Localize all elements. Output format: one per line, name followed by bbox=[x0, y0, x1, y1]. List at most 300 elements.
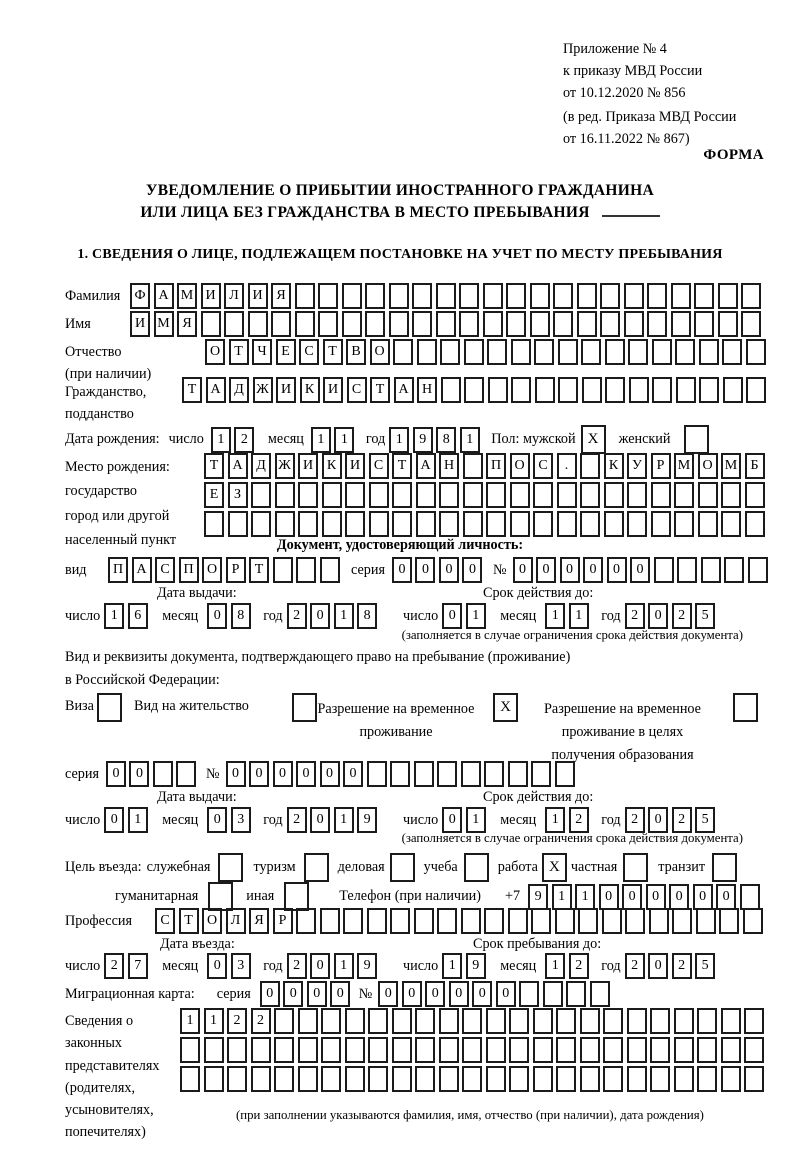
char-box[interactable] bbox=[533, 1066, 553, 1092]
char-box[interactable]: 0 bbox=[648, 953, 668, 979]
char-box[interactable] bbox=[651, 511, 671, 537]
char-box[interactable]: 0 bbox=[415, 557, 435, 583]
purpose-private-checkbox[interactable] bbox=[623, 853, 648, 882]
purpose-official-checkbox[interactable] bbox=[218, 853, 243, 882]
char-box[interactable] bbox=[533, 1008, 553, 1034]
char-box[interactable] bbox=[627, 1066, 647, 1092]
char-box[interactable] bbox=[441, 377, 461, 403]
char-box[interactable]: 1 bbox=[545, 953, 565, 979]
char-box[interactable]: 1 bbox=[211, 427, 231, 453]
char-box[interactable]: 0 bbox=[462, 557, 482, 583]
char-box[interactable]: Н bbox=[439, 453, 459, 479]
char-box[interactable] bbox=[624, 311, 644, 337]
char-box[interactable] bbox=[674, 1066, 694, 1092]
char-box[interactable]: 1 bbox=[334, 953, 354, 979]
char-box[interactable] bbox=[697, 1066, 717, 1092]
char-box[interactable]: А bbox=[228, 453, 248, 479]
char-box[interactable]: Л bbox=[224, 283, 244, 309]
char-box[interactable] bbox=[699, 339, 719, 365]
char-box[interactable]: 1 bbox=[569, 603, 589, 629]
char-box[interactable]: С bbox=[533, 453, 553, 479]
char-box[interactable] bbox=[556, 1008, 576, 1034]
char-box[interactable]: 1 bbox=[545, 807, 565, 833]
char-box[interactable] bbox=[440, 339, 460, 365]
char-box[interactable] bbox=[508, 761, 528, 787]
char-box[interactable] bbox=[414, 761, 434, 787]
char-box[interactable] bbox=[674, 482, 694, 508]
char-box[interactable]: 0 bbox=[472, 981, 492, 1007]
char-box[interactable]: Ж bbox=[275, 453, 295, 479]
char-box[interactable] bbox=[227, 1066, 247, 1092]
char-box[interactable] bbox=[180, 1037, 200, 1063]
char-box[interactable]: 1 bbox=[460, 427, 480, 453]
char-box[interactable]: И bbox=[248, 283, 268, 309]
char-box[interactable]: 9 bbox=[466, 953, 486, 979]
char-box[interactable] bbox=[153, 761, 173, 787]
char-box[interactable]: М bbox=[674, 453, 694, 479]
char-box[interactable]: Я bbox=[271, 283, 291, 309]
char-box[interactable]: О bbox=[510, 453, 530, 479]
char-box[interactable]: С bbox=[155, 908, 175, 934]
char-box[interactable]: О bbox=[205, 339, 225, 365]
char-box[interactable] bbox=[204, 511, 224, 537]
char-box[interactable] bbox=[275, 482, 295, 508]
char-box[interactable] bbox=[322, 482, 342, 508]
char-box[interactable] bbox=[318, 311, 338, 337]
char-box[interactable]: 1 bbox=[575, 884, 595, 910]
char-box[interactable]: 0 bbox=[693, 884, 713, 910]
char-box[interactable]: И bbox=[323, 377, 343, 403]
char-box[interactable]: 2 bbox=[287, 603, 307, 629]
char-box[interactable] bbox=[486, 1037, 506, 1063]
char-box[interactable] bbox=[533, 511, 553, 537]
char-box[interactable]: 0 bbox=[310, 603, 330, 629]
char-box[interactable] bbox=[577, 311, 597, 337]
char-box[interactable]: И bbox=[276, 377, 296, 403]
char-box[interactable] bbox=[580, 1008, 600, 1034]
char-box[interactable] bbox=[389, 311, 409, 337]
char-box[interactable]: 1 bbox=[334, 427, 354, 453]
purpose-work-checkbox[interactable]: X bbox=[542, 853, 567, 882]
purpose-other-checkbox[interactable] bbox=[284, 882, 309, 911]
char-box[interactable] bbox=[439, 1037, 459, 1063]
char-box[interactable]: Т bbox=[179, 908, 199, 934]
char-box[interactable] bbox=[296, 908, 316, 934]
char-box[interactable] bbox=[273, 557, 293, 583]
char-box[interactable]: А bbox=[394, 377, 414, 403]
char-box[interactable] bbox=[462, 1037, 482, 1063]
char-box[interactable]: 0 bbox=[207, 807, 227, 833]
char-box[interactable] bbox=[320, 908, 340, 934]
char-box[interactable] bbox=[604, 482, 624, 508]
char-box[interactable] bbox=[746, 339, 766, 365]
char-box[interactable] bbox=[368, 1037, 388, 1063]
char-box[interactable]: А bbox=[416, 453, 436, 479]
char-box[interactable]: 0 bbox=[583, 557, 603, 583]
char-box[interactable] bbox=[674, 1008, 694, 1034]
char-box[interactable] bbox=[345, 1008, 365, 1034]
char-box[interactable] bbox=[320, 557, 340, 583]
char-box[interactable] bbox=[368, 1066, 388, 1092]
char-box[interactable]: 2 bbox=[672, 953, 692, 979]
char-box[interactable] bbox=[321, 1066, 341, 1092]
char-box[interactable] bbox=[345, 1066, 365, 1092]
char-box[interactable]: 0 bbox=[496, 981, 516, 1007]
char-box[interactable] bbox=[463, 511, 483, 537]
char-box[interactable] bbox=[511, 377, 531, 403]
char-box[interactable]: 8 bbox=[231, 603, 251, 629]
char-box[interactable]: 1 bbox=[311, 427, 331, 453]
char-box[interactable] bbox=[487, 339, 507, 365]
char-box[interactable]: 2 bbox=[227, 1008, 247, 1034]
char-box[interactable] bbox=[392, 1008, 412, 1034]
char-box[interactable]: С bbox=[347, 377, 367, 403]
char-box[interactable] bbox=[439, 511, 459, 537]
char-box[interactable]: 2 bbox=[569, 807, 589, 833]
char-box[interactable] bbox=[721, 482, 741, 508]
char-box[interactable] bbox=[624, 283, 644, 309]
char-box[interactable] bbox=[369, 511, 389, 537]
char-box[interactable] bbox=[701, 557, 721, 583]
char-box[interactable] bbox=[580, 1066, 600, 1092]
char-box[interactable]: 0 bbox=[669, 884, 689, 910]
char-box[interactable]: 6 bbox=[128, 603, 148, 629]
purpose-tourism-checkbox[interactable] bbox=[304, 853, 329, 882]
char-box[interactable]: 2 bbox=[625, 603, 645, 629]
char-box[interactable]: М bbox=[154, 311, 174, 337]
char-box[interactable] bbox=[557, 511, 577, 537]
char-box[interactable] bbox=[345, 1037, 365, 1063]
char-box[interactable] bbox=[654, 557, 674, 583]
char-box[interactable] bbox=[627, 482, 647, 508]
char-box[interactable]: 0 bbox=[716, 884, 736, 910]
temp-residence-checkbox[interactable]: X bbox=[493, 693, 518, 722]
char-box[interactable] bbox=[604, 511, 624, 537]
char-box[interactable] bbox=[602, 908, 622, 934]
char-box[interactable] bbox=[741, 283, 761, 309]
char-box[interactable]: И bbox=[130, 311, 150, 337]
char-box[interactable]: И bbox=[345, 453, 365, 479]
char-box[interactable]: 0 bbox=[273, 761, 293, 787]
char-box[interactable] bbox=[627, 1037, 647, 1063]
char-box[interactable]: 0 bbox=[560, 557, 580, 583]
char-box[interactable]: С bbox=[299, 339, 319, 365]
char-box[interactable] bbox=[745, 511, 765, 537]
char-box[interactable] bbox=[556, 1037, 576, 1063]
char-box[interactable]: Т bbox=[249, 557, 269, 583]
char-box[interactable]: Ж bbox=[253, 377, 273, 403]
char-box[interactable]: 0 bbox=[207, 953, 227, 979]
char-box[interactable]: О bbox=[202, 557, 222, 583]
char-box[interactable] bbox=[506, 283, 526, 309]
char-box[interactable] bbox=[367, 908, 387, 934]
char-box[interactable]: 9 bbox=[357, 807, 377, 833]
char-box[interactable] bbox=[415, 1037, 435, 1063]
char-box[interactable] bbox=[671, 283, 691, 309]
char-box[interactable]: 0 bbox=[402, 981, 422, 1007]
char-box[interactable] bbox=[578, 908, 598, 934]
char-box[interactable]: 1 bbox=[552, 884, 572, 910]
char-box[interactable] bbox=[436, 283, 456, 309]
char-box[interactable] bbox=[369, 482, 389, 508]
char-box[interactable] bbox=[343, 908, 363, 934]
char-box[interactable] bbox=[459, 311, 479, 337]
char-box[interactable] bbox=[321, 1008, 341, 1034]
char-box[interactable] bbox=[697, 1037, 717, 1063]
char-box[interactable] bbox=[464, 377, 484, 403]
char-box[interactable] bbox=[694, 311, 714, 337]
char-box[interactable] bbox=[558, 339, 578, 365]
char-box[interactable] bbox=[437, 761, 457, 787]
char-box[interactable]: П bbox=[179, 557, 199, 583]
char-box[interactable] bbox=[694, 283, 714, 309]
char-box[interactable] bbox=[318, 283, 338, 309]
char-box[interactable] bbox=[345, 511, 365, 537]
char-box[interactable]: Ф bbox=[130, 283, 150, 309]
char-box[interactable]: И bbox=[201, 283, 221, 309]
char-box[interactable]: 0 bbox=[646, 884, 666, 910]
char-box[interactable]: 0 bbox=[630, 557, 650, 583]
char-box[interactable] bbox=[298, 1008, 318, 1034]
sex-male-checkbox[interactable]: X bbox=[581, 425, 606, 454]
char-box[interactable]: З bbox=[228, 482, 248, 508]
char-box[interactable] bbox=[486, 1066, 506, 1092]
char-box[interactable] bbox=[580, 1037, 600, 1063]
char-box[interactable] bbox=[484, 761, 504, 787]
char-box[interactable]: С bbox=[155, 557, 175, 583]
char-box[interactable] bbox=[390, 908, 410, 934]
char-box[interactable] bbox=[553, 311, 573, 337]
char-box[interactable]: П bbox=[108, 557, 128, 583]
char-box[interactable]: Б bbox=[745, 453, 765, 479]
char-box[interactable] bbox=[650, 1008, 670, 1034]
char-box[interactable]: 0 bbox=[310, 953, 330, 979]
char-box[interactable] bbox=[580, 482, 600, 508]
char-box[interactable]: 0 bbox=[425, 981, 445, 1007]
char-box[interactable]: 0 bbox=[442, 807, 462, 833]
char-box[interactable]: Д bbox=[251, 453, 271, 479]
char-box[interactable] bbox=[204, 1066, 224, 1092]
char-box[interactable]: 0 bbox=[283, 981, 303, 1007]
char-box[interactable]: Н bbox=[417, 377, 437, 403]
char-box[interactable] bbox=[531, 761, 551, 787]
char-box[interactable]: 0 bbox=[249, 761, 269, 787]
char-box[interactable] bbox=[676, 377, 696, 403]
char-box[interactable]: М bbox=[177, 283, 197, 309]
char-box[interactable] bbox=[392, 482, 412, 508]
char-box[interactable] bbox=[365, 311, 385, 337]
char-box[interactable]: 0 bbox=[599, 884, 619, 910]
char-box[interactable] bbox=[393, 339, 413, 365]
char-box[interactable]: 2 bbox=[672, 807, 692, 833]
char-box[interactable] bbox=[298, 482, 318, 508]
char-box[interactable] bbox=[462, 1008, 482, 1034]
char-box[interactable] bbox=[483, 311, 503, 337]
char-box[interactable] bbox=[367, 761, 387, 787]
char-box[interactable]: . bbox=[557, 453, 577, 479]
char-box[interactable]: Я bbox=[177, 311, 197, 337]
char-box[interactable] bbox=[581, 339, 601, 365]
char-box[interactable] bbox=[744, 1008, 764, 1034]
char-box[interactable] bbox=[274, 1008, 294, 1034]
char-box[interactable] bbox=[740, 884, 760, 910]
char-box[interactable]: 1 bbox=[545, 603, 565, 629]
char-box[interactable] bbox=[627, 511, 647, 537]
char-box[interactable] bbox=[555, 908, 575, 934]
char-box[interactable] bbox=[462, 1066, 482, 1092]
char-box[interactable] bbox=[251, 1037, 271, 1063]
char-box[interactable]: 0 bbox=[330, 981, 350, 1007]
char-box[interactable] bbox=[486, 482, 506, 508]
char-box[interactable]: А bbox=[206, 377, 226, 403]
char-box[interactable] bbox=[605, 339, 625, 365]
char-box[interactable]: 1 bbox=[466, 807, 486, 833]
char-box[interactable]: Т bbox=[323, 339, 343, 365]
char-box[interactable] bbox=[674, 1037, 694, 1063]
char-box[interactable]: О bbox=[202, 908, 222, 934]
char-box[interactable]: 0 bbox=[207, 603, 227, 629]
char-box[interactable]: 9 bbox=[528, 884, 548, 910]
char-box[interactable]: Т bbox=[182, 377, 202, 403]
char-box[interactable]: 0 bbox=[392, 557, 412, 583]
char-box[interactable] bbox=[718, 283, 738, 309]
char-box[interactable] bbox=[392, 1066, 412, 1092]
char-box[interactable] bbox=[248, 311, 268, 337]
char-box[interactable]: М bbox=[721, 453, 741, 479]
char-box[interactable]: К bbox=[300, 377, 320, 403]
char-box[interactable] bbox=[746, 377, 766, 403]
char-box[interactable]: 2 bbox=[625, 807, 645, 833]
char-box[interactable] bbox=[698, 482, 718, 508]
char-box[interactable] bbox=[627, 1008, 647, 1034]
char-box[interactable]: 2 bbox=[625, 953, 645, 979]
char-box[interactable] bbox=[365, 283, 385, 309]
char-box[interactable]: 5 bbox=[695, 953, 715, 979]
char-box[interactable] bbox=[557, 482, 577, 508]
char-box[interactable]: Д bbox=[229, 377, 249, 403]
char-box[interactable] bbox=[580, 511, 600, 537]
char-box[interactable] bbox=[534, 339, 554, 365]
char-box[interactable] bbox=[415, 1066, 435, 1092]
char-box[interactable] bbox=[295, 283, 315, 309]
char-box[interactable] bbox=[605, 377, 625, 403]
char-box[interactable]: 0 bbox=[260, 981, 280, 1007]
char-box[interactable]: Е bbox=[276, 339, 296, 365]
char-box[interactable] bbox=[741, 311, 761, 337]
visa-checkbox[interactable] bbox=[97, 693, 122, 722]
char-box[interactable]: 2 bbox=[287, 807, 307, 833]
char-box[interactable] bbox=[721, 511, 741, 537]
char-box[interactable]: А bbox=[132, 557, 152, 583]
char-box[interactable]: 1 bbox=[104, 603, 124, 629]
char-box[interactable]: 1 bbox=[334, 603, 354, 629]
char-box[interactable] bbox=[625, 908, 645, 934]
char-box[interactable] bbox=[463, 482, 483, 508]
char-box[interactable]: 0 bbox=[104, 807, 124, 833]
char-box[interactable] bbox=[296, 557, 316, 583]
char-box[interactable] bbox=[672, 908, 692, 934]
char-box[interactable]: 9 bbox=[357, 953, 377, 979]
char-box[interactable] bbox=[464, 339, 484, 365]
char-box[interactable] bbox=[652, 377, 672, 403]
char-box[interactable] bbox=[227, 1037, 247, 1063]
char-box[interactable] bbox=[535, 377, 555, 403]
char-box[interactable] bbox=[510, 482, 530, 508]
char-box[interactable] bbox=[543, 981, 563, 1007]
char-box[interactable] bbox=[459, 283, 479, 309]
char-box[interactable] bbox=[553, 283, 573, 309]
char-box[interactable] bbox=[392, 511, 412, 537]
purpose-transit-checkbox[interactable] bbox=[712, 853, 737, 882]
char-box[interactable] bbox=[416, 482, 436, 508]
char-box[interactable]: 3 bbox=[231, 953, 251, 979]
char-box[interactable] bbox=[298, 1066, 318, 1092]
purpose-study-checkbox[interactable] bbox=[464, 853, 489, 882]
char-box[interactable]: 7 bbox=[128, 953, 148, 979]
char-box[interactable]: О bbox=[370, 339, 390, 365]
char-box[interactable]: 0 bbox=[442, 603, 462, 629]
char-box[interactable] bbox=[744, 1037, 764, 1063]
char-box[interactable]: 1 bbox=[466, 603, 486, 629]
char-box[interactable] bbox=[486, 1008, 506, 1034]
char-box[interactable]: 5 bbox=[695, 603, 715, 629]
char-box[interactable]: Т bbox=[204, 453, 224, 479]
char-box[interactable]: 3 bbox=[231, 807, 251, 833]
char-box[interactable] bbox=[509, 1008, 529, 1034]
char-box[interactable]: Я bbox=[249, 908, 269, 934]
char-box[interactable] bbox=[510, 511, 530, 537]
sex-female-checkbox[interactable] bbox=[684, 425, 709, 454]
char-box[interactable] bbox=[721, 1037, 741, 1063]
char-box[interactable]: Т bbox=[392, 453, 412, 479]
char-box[interactable] bbox=[677, 557, 697, 583]
char-box[interactable] bbox=[566, 981, 586, 1007]
char-box[interactable] bbox=[463, 453, 483, 479]
char-box[interactable] bbox=[274, 1066, 294, 1092]
char-box[interactable]: С bbox=[369, 453, 389, 479]
char-box[interactable]: 0 bbox=[320, 761, 340, 787]
temp-residence-education-checkbox[interactable] bbox=[733, 693, 758, 722]
char-box[interactable] bbox=[439, 1066, 459, 1092]
char-box[interactable]: 0 bbox=[106, 761, 126, 787]
char-box[interactable] bbox=[412, 283, 432, 309]
char-box[interactable] bbox=[555, 761, 575, 787]
char-box[interactable] bbox=[414, 908, 434, 934]
char-box[interactable]: В bbox=[346, 339, 366, 365]
char-box[interactable] bbox=[439, 482, 459, 508]
char-box[interactable] bbox=[390, 761, 410, 787]
char-box[interactable]: О bbox=[698, 453, 718, 479]
char-box[interactable]: К bbox=[322, 453, 342, 479]
char-box[interactable] bbox=[629, 377, 649, 403]
char-box[interactable] bbox=[298, 511, 318, 537]
char-box[interactable] bbox=[180, 1066, 200, 1092]
char-box[interactable]: У bbox=[627, 453, 647, 479]
char-box[interactable]: 0 bbox=[607, 557, 627, 583]
char-box[interactable]: К bbox=[604, 453, 624, 479]
char-box[interactable] bbox=[488, 377, 508, 403]
char-box[interactable] bbox=[530, 311, 550, 337]
char-box[interactable] bbox=[582, 377, 602, 403]
char-box[interactable]: Р bbox=[651, 453, 671, 479]
char-box[interactable] bbox=[345, 482, 365, 508]
char-box[interactable] bbox=[511, 339, 531, 365]
char-box[interactable] bbox=[721, 1066, 741, 1092]
char-box[interactable] bbox=[530, 283, 550, 309]
char-box[interactable] bbox=[743, 908, 763, 934]
char-box[interactable] bbox=[439, 1008, 459, 1034]
char-box[interactable] bbox=[509, 1066, 529, 1092]
